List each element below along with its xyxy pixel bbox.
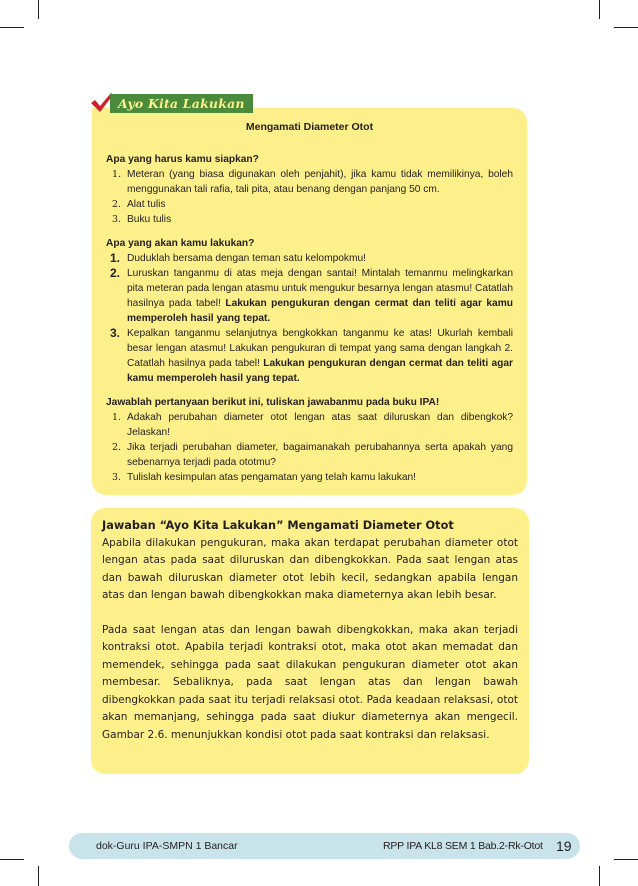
crop-mark (0, 27, 24, 28)
questions-list (106, 410, 513, 485)
crop-mark (614, 27, 638, 28)
crop-mark (0, 859, 24, 860)
list-item: 2. Alat tulis (112, 199, 166, 210)
list-item: 1. Meteran (yang biasa digunakan oleh penjahit), jika kamu tidak memilikinya, boleh menggunakan tali rafia, tali pita, atau benang dengan panjang 50 cm. (112, 169, 513, 195)
crop-mark (614, 859, 638, 860)
answer-paragraph: Apabila dilakukan pengukuran, maka akan terdapat perubahan diameter otot lengan atas pada saat diluruskan dan dibengkokkan. Pada saat lengan atas dan bawah diluruskan diameter otot lebih kecil, sedangkan apabila lengan atas dan lengan bawah dibengkokkan maka diameternya akan lebih besar. (102, 536, 518, 601)
crop-mark (38, 866, 39, 886)
prepare-list (106, 167, 513, 227)
list-item: 1. Duduklah bersama dengan teman satu kelompokmu! (110, 251, 366, 265)
list-item: 2. Luruskan tanganmu di atas meja dengan santai! Mintalah temanmu melingkarkan pita meteran pada lengan atasmu untuk mengukur besarnya lengan atasmu! Catatlah hasilnya pada tabel! Lakukan pengukuran dengan cermat dan teliti agar kamu memperoleh hasil yang tepat. (110, 266, 513, 324)
section-do-heading: Apa yang akan kamu lakukan? (106, 238, 255, 249)
crop-mark (38, 0, 39, 19)
footer-right-text: RPP IPA KL8 SEM 1 Bab.2-Rk-Otot (383, 840, 543, 852)
crop-mark (599, 0, 600, 19)
answer-paragraph: Pada saat lengan atas dan lengan bawah dibengkokkan, maka akan terjadi kontraksi otot. Apabila terjadi kontraksi otot, maka otot akan memadat dan memendek, sehingga pada saat dilakukan pengukuran diameter otot akan membesar. Sebaliknya, pada saat lengan atas dan lengan bawah dibengkokkan pada saat itu terjadi relaksasi otot. Pada keadaan relaksasi, otot akan memanjang, sehingga pada saat diukur diameternya akan mengecil. Gambar 2.6. menunjukkan kondisi otot pada saat kontraksi dan relaksasi. (102, 623, 518, 741)
list-item: 3. Buku tulis (112, 214, 172, 225)
list-item: 1. Adakah perubahan diameter otot lengan atas saat diluruskan dan dibengkok? Jelaskan! (112, 412, 513, 438)
section-prepare-heading: Apa yang harus kamu siapkan? (106, 154, 259, 165)
activity-box (92, 108, 527, 495)
list-item: 3. Kepalkan tanganmu selanjutnya bengkokkan tanganmu ke atas! Ukurlah kembali besar lengan atasmu! Lakukan pengukuran di tempat yang sama dengan langkah 2. Catatlah hasilnya pada tabel! Lakukan pengukuran dengan cermat dan teliti agar kamu memperoleh hasil yang tepat. (110, 326, 514, 384)
answer-title: Jawaban “Ayo Kita Lakukan” Mengamati Diameter Otot (102, 519, 454, 532)
activity-header (90, 93, 253, 113)
activity-title: Mengamati Diameter Otot (245, 121, 374, 133)
footer-left-text: dok-Guru IPA-SMPN 1 Bancar (96, 840, 238, 852)
page-number: 19 (556, 838, 572, 854)
steps-list (106, 251, 513, 386)
list-item: 3. Tulislah kesimpulan atas pengamatan yang telah kamu lakukan! (112, 472, 417, 483)
crop-mark (599, 866, 600, 886)
activity-label: Ayo Kita Lakukan (110, 94, 253, 113)
list-item: 2. Jika terjadi perubahan diameter, bagaimanakah perubahannya serta apakah yang sebenarnya terjadi pada ototmu? (112, 442, 513, 468)
section-questions-heading: Jawablah pertanyaan berikut ini, tuliskan jawabanmu pada buku IPA! (106, 397, 440, 408)
answer-box (91, 508, 529, 774)
